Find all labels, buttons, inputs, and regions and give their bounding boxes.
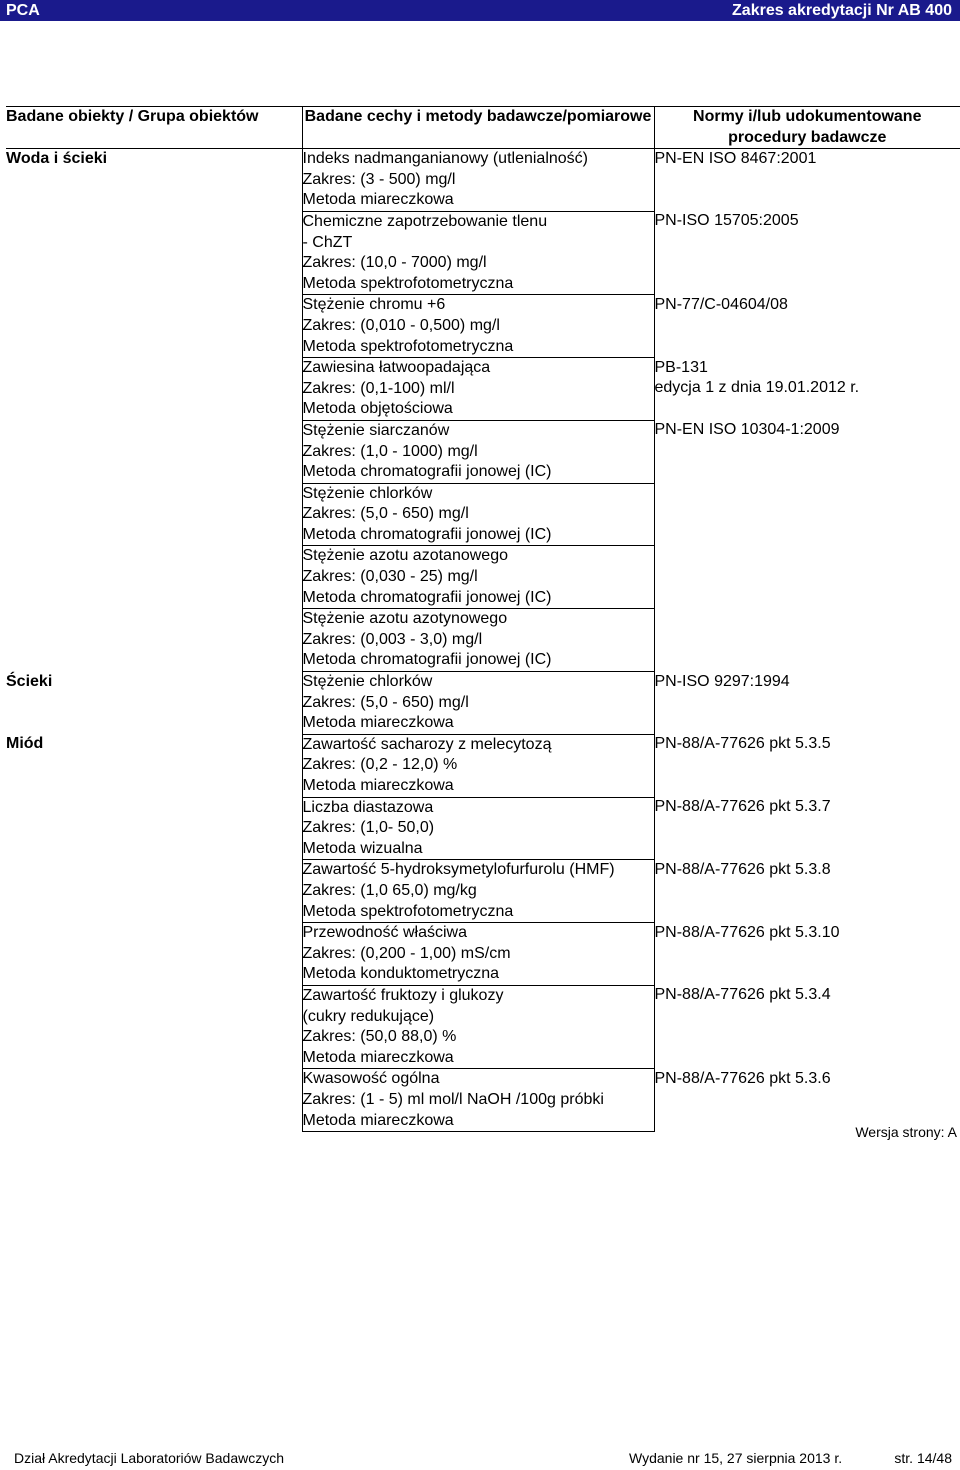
norm-line: edycja 1 z dnia 19.01.2012 r. <box>654 379 860 397</box>
table-header-row <box>6 107 960 149</box>
method-cell <box>302 1069 654 1132</box>
norm-line: PN-88/A-77626 pkt 5.3.7 <box>654 798 831 816</box>
method-line: Zakres: (1,0 65,0) mg/kg <box>302 881 477 899</box>
norm-cell <box>654 483 960 546</box>
norm-cell <box>654 797 960 860</box>
norm-cell <box>654 1069 960 1132</box>
method-line: Metoda chromatografii jonowej (IC) <box>302 588 552 606</box>
object-group-cell <box>6 295 302 358</box>
table-row <box>6 609 960 672</box>
object-group-cell: Ścieki <box>6 672 53 690</box>
method-cell <box>302 860 654 923</box>
object-group-cell: Miód <box>6 735 44 753</box>
norm-line: PN-88/A-77626 pkt 5.3.6 <box>654 1069 831 1087</box>
norm-cell <box>654 985 960 1068</box>
method-line: Stężenie chromu +6 <box>302 296 446 314</box>
norm-cell <box>654 420 960 483</box>
norm-line: PN-77/C-04604/08 <box>654 295 788 313</box>
method-line: Metoda miareczkowa <box>302 777 454 794</box>
method-line: Stężenie azotu azotynowego <box>302 610 508 628</box>
method-line: Indeks nadmanganianowy (utlenialność) <box>302 150 589 168</box>
method-line: Zakres: (0,010 - 0,500) mg/l <box>302 316 500 334</box>
method-line: Metoda chromatografii jonowej (IC) <box>302 525 552 543</box>
method-line: Metoda miareczkowa <box>302 1111 454 1129</box>
method-line: Zakres: (5,0 - 650) mg/l <box>302 505 469 523</box>
method-line: Zakres: (0,1-100) ml/l <box>302 379 455 397</box>
method-cell <box>302 295 654 358</box>
method-line: Zawartość 5-hydroksymetylofurfurolu (HMF) <box>302 861 615 879</box>
method-line: Metoda konduktometryczna <box>302 965 500 983</box>
table-row <box>6 483 960 546</box>
method-line: (cukry redukujące) <box>302 1007 435 1025</box>
object-group-cell <box>6 483 302 546</box>
accreditation-table <box>6 106 960 1132</box>
object-group-cell <box>6 1069 302 1132</box>
header-right: Zakres akredytacji Nr AB 400 <box>732 2 952 19</box>
page-header <box>0 0 960 21</box>
norm-line: PN-88/A-77626 pkt 5.3.5 <box>654 735 831 753</box>
method-cell <box>302 149 654 212</box>
method-line: Zakres: (0,030 - 25) mg/l <box>302 568 478 586</box>
method-line: Zawartość fruktozy i glukozy <box>302 986 504 1004</box>
method-cell <box>302 797 654 860</box>
method-line: Zawiesina łatwoopadająca <box>302 359 491 377</box>
method-line: Zakres: (0,003 - 3,0) mg/l <box>302 630 483 648</box>
object-group-cell <box>6 546 302 609</box>
table-row <box>6 420 960 483</box>
method-line: Stężenie azotu azotanowego <box>302 547 508 565</box>
method-cell <box>302 985 654 1068</box>
method-line: Kwasowość ogólna <box>302 1070 440 1088</box>
method-line: Chemiczne zapotrzebowanie tlenu <box>302 212 548 230</box>
method-cell <box>302 923 654 986</box>
method-line: Metoda spektrofotometryczna <box>302 337 514 355</box>
method-line: Metoda wizualna <box>302 839 423 857</box>
method-line: Zakres: (10,0 - 7000) mg/l <box>302 254 487 272</box>
method-line: Zakres: (50,0 88,0) % <box>302 1028 457 1046</box>
method-cell <box>302 609 654 672</box>
footer-page-number: str. 14/48 <box>894 1450 952 1466</box>
table-row <box>6 358 960 421</box>
method-cell <box>302 483 654 546</box>
page-version: Wersja strony: A <box>855 1124 957 1140</box>
object-group-cell <box>6 923 302 986</box>
method-cell <box>302 420 654 483</box>
method-line: Metoda objętościowa <box>302 400 453 418</box>
method-line: - ChZT <box>302 233 353 251</box>
object-group-cell <box>6 358 302 421</box>
method-line: Stężenie siarczanów <box>302 421 450 439</box>
method-cell <box>302 734 654 797</box>
object-group-cell <box>6 609 302 672</box>
table-row <box>6 734 960 797</box>
header-left: PCA <box>6 2 40 19</box>
method-line: Zawartość sacharozy z melecytozą <box>302 735 552 753</box>
table-row <box>6 860 960 923</box>
norm-line: PN-EN ISO 10304-1:2009 <box>654 421 840 439</box>
object-group-cell <box>6 420 302 483</box>
table-row <box>6 211 960 294</box>
norm-cell <box>654 860 960 923</box>
method-line: Metoda spektrofotometryczna <box>302 902 514 920</box>
method-line: Zakres: (5,0 - 650) mg/l <box>302 693 469 711</box>
norm-cell <box>654 672 960 735</box>
method-line: Metoda miareczkowa <box>302 1048 454 1066</box>
method-cell <box>302 211 654 294</box>
method-line: Stężenie chlorków <box>302 673 433 691</box>
object-group-cell: Woda i ścieki <box>6 150 108 168</box>
column-header-objects: Badane obiekty / Grupa obiektów <box>6 107 302 149</box>
norm-line: PN-EN ISO 8467:2001 <box>654 150 817 168</box>
norm-cell <box>654 546 960 609</box>
norm-line: PB-131 <box>654 358 708 376</box>
norm-line: PN-88/A-77626 pkt 5.3.4 <box>654 986 831 1004</box>
object-group-cell <box>6 985 302 1068</box>
footer-department: Dział Akredytacji Laboratoriów Badawczych <box>14 1450 285 1466</box>
norm-cell <box>654 609 960 672</box>
method-line: Metoda spektrofotometryczna <box>302 274 514 292</box>
column-header-norms: Normy i/lub udokumentowane procedury badawcze <box>654 107 960 149</box>
norm-cell <box>654 149 960 212</box>
method-line: Zakres: (0,200 - 1,00) mS/cm <box>302 944 511 962</box>
column-header-methods: Badane cechy i metody badawcze/pomiarowe <box>302 107 654 149</box>
norm-line: PN-ISO 15705:2005 <box>654 212 799 230</box>
method-line: Zakres: (1 - 5) ml mol/l NaOH /100g próbki <box>302 1090 604 1108</box>
method-line: Metoda miareczkowa <box>302 191 454 209</box>
table-row <box>6 923 960 986</box>
method-line: Zakres: (1,0 - 1000) mg/l <box>302 442 478 460</box>
method-line: Zakres: (0,2 - 12,0) % <box>302 756 458 774</box>
method-line: Zakres: (3 - 500) mg/l <box>302 170 456 188</box>
norm-cell <box>654 211 960 294</box>
table-row <box>6 1069 960 1132</box>
table-row <box>6 985 960 1068</box>
method-line: Przewodność właściwa <box>302 924 468 942</box>
method-line: Zakres: (1,0- 50,0) <box>302 819 435 837</box>
table-row <box>6 797 960 860</box>
method-line: Liczba diastazowa <box>302 798 434 816</box>
method-cell <box>302 546 654 609</box>
table-row <box>6 672 960 735</box>
object-group-cell <box>6 860 302 923</box>
norm-line: PN-88/A-77626 pkt 5.3.8 <box>654 860 831 878</box>
method-cell <box>302 358 654 421</box>
method-cell <box>302 672 654 735</box>
table-row <box>6 295 960 358</box>
method-line: Metoda chromatografii jonowej (IC) <box>302 651 552 669</box>
method-line: Stężenie chlorków <box>302 484 433 502</box>
norm-cell <box>654 734 960 797</box>
norm-cell <box>654 358 960 421</box>
norm-line: PN-88/A-77626 pkt 5.3.10 <box>654 923 840 941</box>
method-line: Metoda chromatografii jonowej (IC) <box>302 463 552 481</box>
table-row <box>6 149 960 212</box>
object-group-cell <box>6 211 302 294</box>
norm-cell <box>654 295 960 358</box>
object-group-cell <box>6 797 302 860</box>
norm-line: PN-ISO 9297:1994 <box>654 672 790 690</box>
norm-cell <box>654 923 960 986</box>
footer-edition: Wydanie nr 15, 27 sierpnia 2013 r. <box>629 1450 843 1466</box>
table-row <box>6 546 960 609</box>
method-line: Metoda miareczkowa <box>302 714 454 732</box>
